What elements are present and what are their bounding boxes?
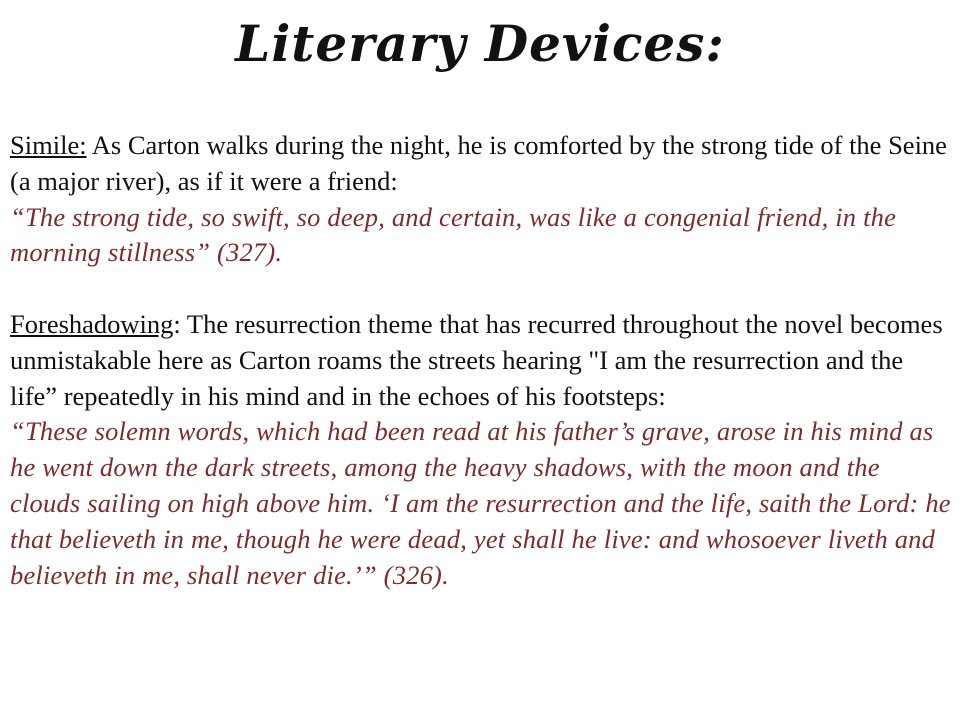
foreshadowing-text: The resurrection theme that has recurred throughout the novel becomes unmistakable here as Carton roams the streets hearing "I am the resurrection and the life” repeatedly in his mind and in the echoes of his footsteps: [10,308,943,411]
paragraph-spacer [10,271,952,307]
slide-title: Literary Devices: [235,14,725,73]
slide-body [10,128,952,593]
simile-text: As Carton walks during the night, he is comforted by the strong tide of the Seine (a major river), as if it were a friend: [10,130,947,196]
foreshadowing-term: Foreshadowing [10,308,174,339]
simile-paragraph [10,128,952,200]
foreshadowing-paragraph [10,307,952,414]
foreshadowing-colon: : [173,308,181,339]
foreshadowing-quote: “These solemn words, which had been read at his father’s grave, arose in his mind as he went down the dark streets, among the heavy shadows, with the moon and the clouds sailing on high above him. ‘I am the resurrection and the life, saith the Lord: he that believeth in me, though he were dead, yet shall he live: and whosoever liveth and believeth in me, shall never die.’” (326). [10,416,951,590]
simile-quote: “The strong tide, so swift, so deep, and certain, was like a congenial friend, in the morning stillness” (327). [10,201,897,268]
simile-term: Simile: [10,130,87,160]
